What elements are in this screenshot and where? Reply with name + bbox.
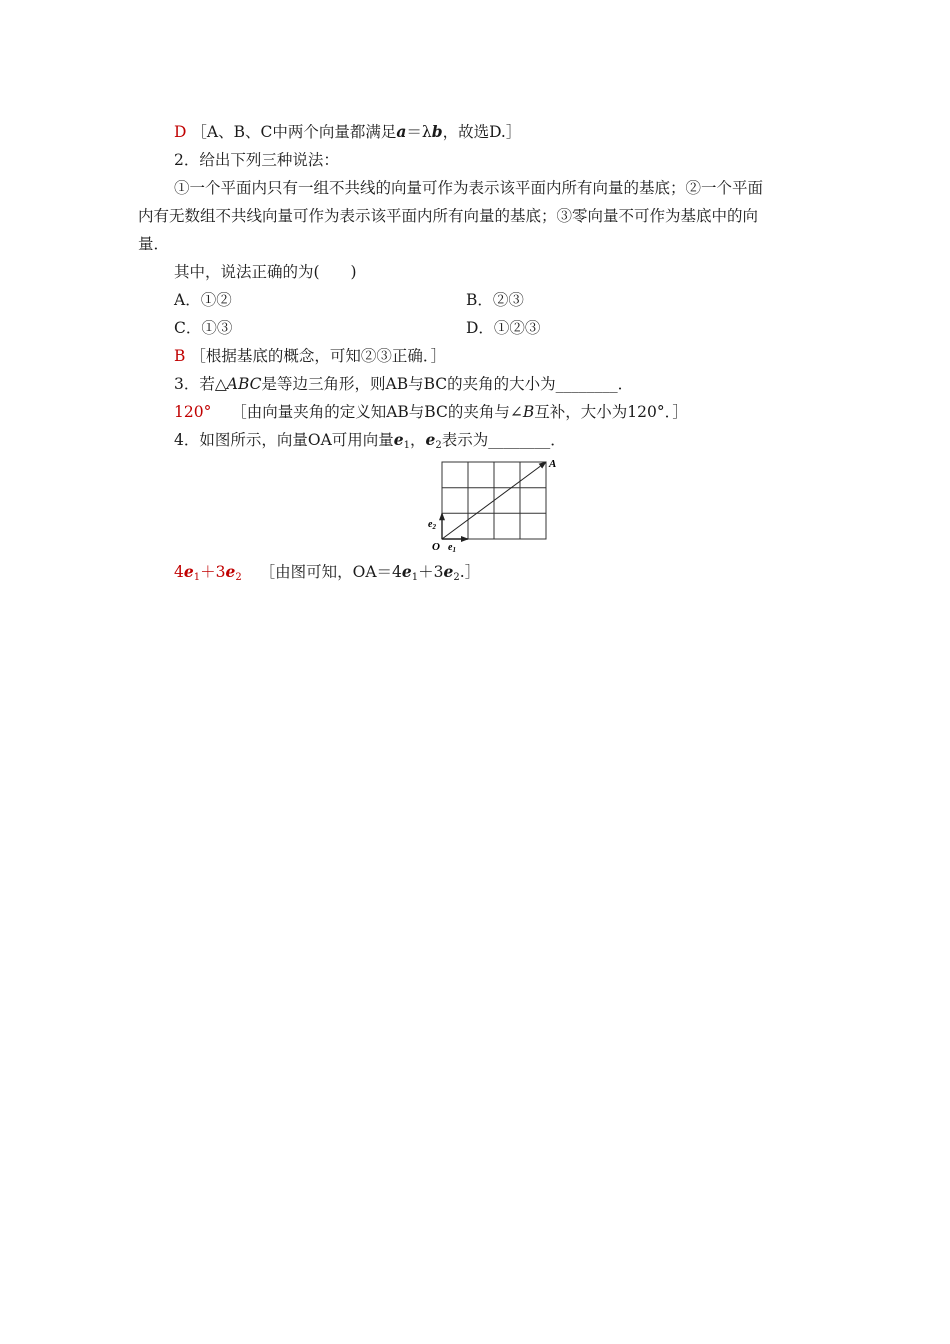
q1-lambda: λ [421,123,432,141]
label-e1: $e_1$ [448,542,456,554]
q4-e2-sub: 2 [435,440,442,451]
q4-answer-line [174,561,480,589]
q4-post: 表示为________． [441,431,566,449]
q2-stem: 2．给出下列三种说法： [174,151,339,169]
q2-option-d: D．①②③ [466,319,541,337]
q1-answer-letter: D [174,123,187,141]
q2-para-line-3: 量． [138,235,170,253]
label-a: A [549,458,557,470]
q3-answer-pre: ［由向量夹角的定义知AB与BC的夹角与∠ [231,403,523,421]
q3-stem [174,373,633,395]
q1-eq: ＝ [406,123,422,141]
q1-answer-text-b: ，故选D.］ [442,123,522,141]
q3-mid: 是等边三角形，则AB与BC的夹角的大小为________． [261,375,634,393]
q3-answer-value: 120° [174,403,212,421]
q3-answer-line [174,401,688,423]
q2-answer-text: ［根据基底的概念，可知②③正确．］ [190,347,447,365]
q2-para-line-2: 内有无数组不共线向量可作为表示该平面内所有向量的基底；③零向量不可作为基底中的向 [138,207,759,225]
q3-answer-post: 互补，大小为120°．］ [534,403,688,421]
q4-pre: 4．如图所示，向量OA可用向量 [174,431,394,449]
q2-ask: 其中，说法正确的为( ) [174,263,357,281]
vector-grid-figure [420,454,570,554]
q2-option-a: A．①② [174,291,232,309]
q2-answer-letter: B [174,347,186,365]
q4-answer-value: $4e_1+3e_2$ [174,562,242,583]
q4-e1-sub: 1 [403,440,411,451]
q1-var-a: a [396,122,407,141]
q4-stem [174,429,566,457]
q2-option-c: C．①③ [174,319,233,337]
q3-pre: 3．若△ [174,375,227,393]
q1-answer-text-a: ［A、B、C中两个向量都满足 [191,123,397,141]
q4-answer-text: ［由图可知，$OA=4e_1+3e_2.]$ [259,562,481,583]
q4-e2: e [425,430,436,449]
q1-answer-line [174,121,521,143]
label-e2: $e_2$ [428,519,436,531]
q4-e1: e [393,430,404,449]
q2-answer-line [174,345,446,367]
label-o: O [432,541,440,553]
q2-para-line-1: ①一个平面内只有一组不共线的向量可作为表示该平面内所有向量的基底；②一个平面 [174,179,764,197]
q2-option-b: B．②③ [466,291,524,309]
q3-triangle: ABC [226,375,262,393]
q1-var-b: b [431,122,443,141]
q4-sep: ， [410,431,426,449]
q3-angle-var: B [522,403,535,421]
